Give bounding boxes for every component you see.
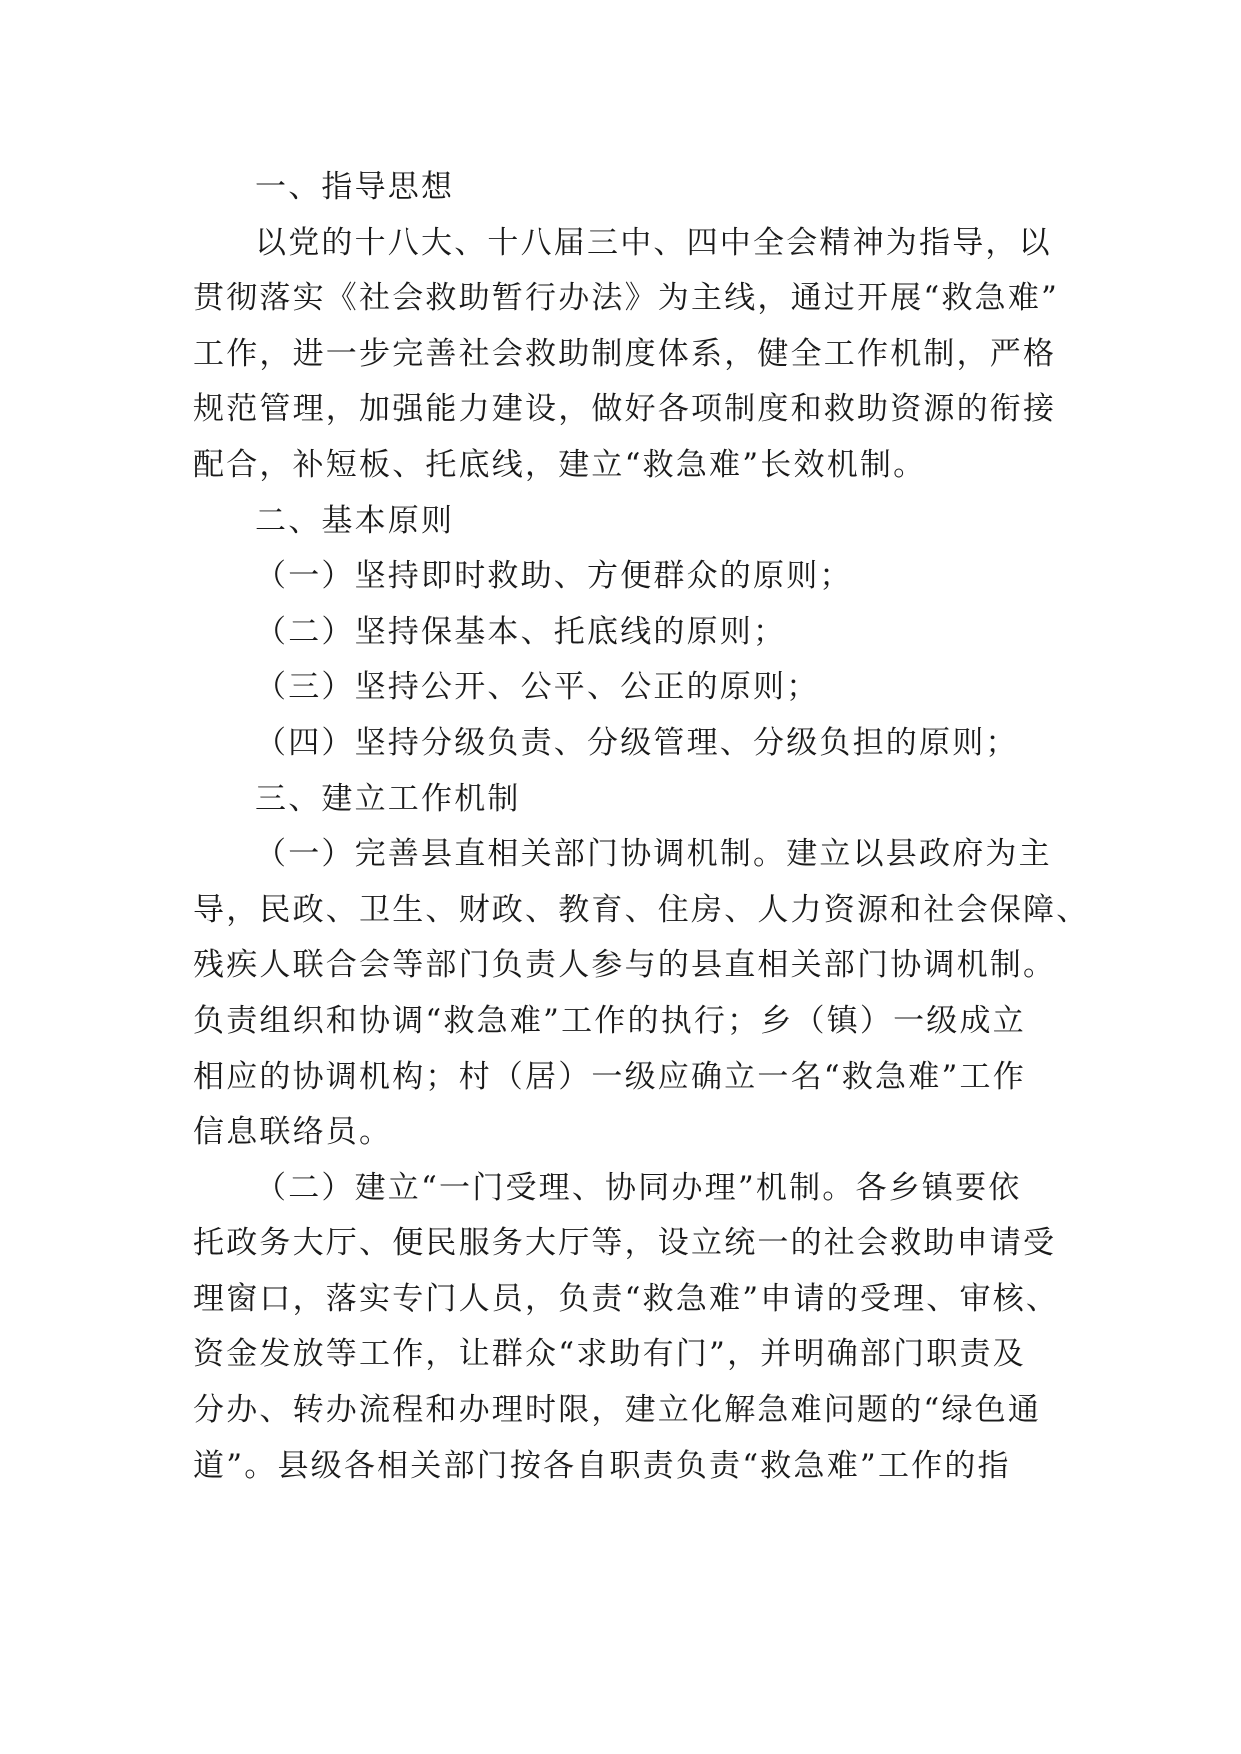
paragraph-line: 配合，补短板、托底线，建立“救急难”长效机制。: [193, 446, 927, 483]
paragraph-line: 资金发放等工作，让群众“求助有门”，并明确部门职责及: [193, 1336, 1026, 1373]
principle-item: （三）坚持公开、公平、公正的原则；: [255, 669, 820, 706]
paragraph-line: 导，民政、卫生、财政、教育、住房、人力资源和社会保障、: [193, 891, 1090, 928]
paragraph-line: （二）建立“一门受理、协同办理”机制。各乡镇要依: [255, 1169, 1022, 1206]
principle-item: （二）坚持保基本、托底线的原则；: [255, 613, 787, 650]
paragraph-line: 以党的十八大、十八届三中、四中全会精神为指导，以: [255, 224, 1052, 261]
paragraph-line: 残疾人联合会等部门负责人参与的县直相关部门协调机制。: [193, 947, 1057, 984]
document-body: [193, 160, 1090, 1494]
paragraph-line: 工作，进一步完善社会救助制度体系，健全工作机制，严格: [193, 335, 1057, 372]
paragraph-line: 分办、转办流程和办理时限，建立化解急难问题的“绿色通: [193, 1392, 1042, 1429]
principle-item: （一）坚持即时救助、方便群众的原则；: [255, 558, 853, 595]
paragraph-line: 道”。县级各相关部门按各自职责负责“救急难”工作的指: [193, 1447, 1011, 1484]
paragraph-line: （一）完善县直相关部门协调机制。建立以县政府为主: [255, 836, 1052, 873]
paragraph-line: 托政务大厅、便民服务大厅等，设立统一的社会救助申请受: [193, 1225, 1057, 1262]
paragraph-line: 规范管理，加强能力建设，做好各项制度和救助资源的衔接: [193, 391, 1057, 428]
paragraph-line: 负责组织和协调“救急难”工作的执行；乡（镇）一级成立: [193, 1002, 1026, 1039]
principle-item: （四）坚持分级负责、分级管理、分级负担的原则；: [255, 724, 1019, 761]
section-heading-basic-principles: 二、基本原则: [255, 502, 455, 539]
section-heading-work-mechanism: 三、建立工作机制: [255, 780, 521, 817]
paragraph-line: 相应的协调机构；村（居）一级应确立一名“救急难”工作: [193, 1058, 1026, 1095]
section-heading-guiding-ideology: 一、指导思想: [255, 169, 455, 205]
paragraph-line: 贯彻落实《社会救助暂行办法》为主线，通过开展“救急难”: [193, 280, 1060, 317]
paragraph-line: 信息联络员。: [193, 1114, 393, 1151]
paragraph-line: 理窗口，落实专门人员，负责“救急难”申请的受理、审核、: [193, 1280, 1060, 1317]
